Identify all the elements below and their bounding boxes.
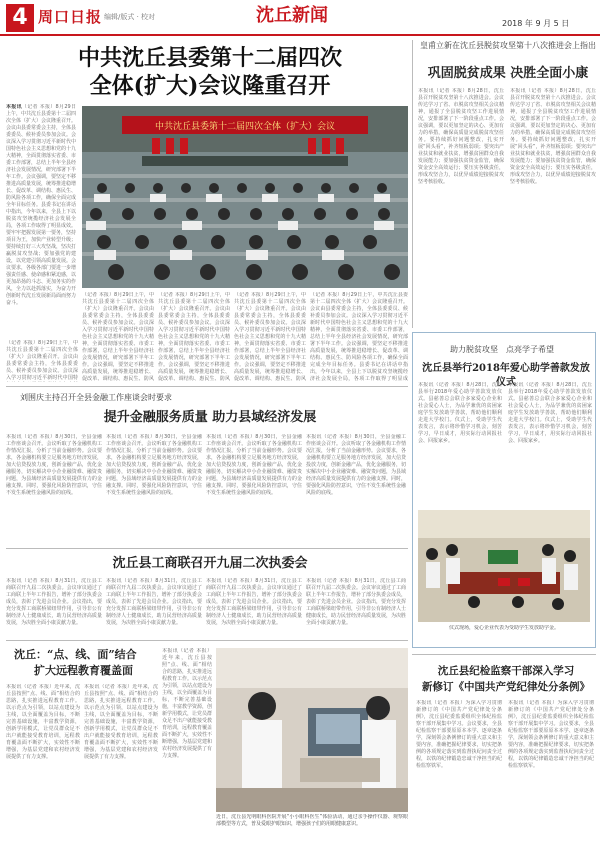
issue-date: 2018 年 9 月 5 日 xyxy=(502,19,570,28)
paper-name: 周口日报 xyxy=(38,8,103,26)
finance-body-col-4: 本报讯（记者 本报）8月30日，全县金融工作座谈会召开。会议听取了各金融机构工作情况汇报，分析了当前金融形势。会议要求，各金融机构要立足服务地方经济发展，加大信贷投放力度，创新金融产品，优化金融服务，切实解决中小企业融资难、融资贵问题，为县域经济高质量发展提供有力的金融支撑。同时，要强化风险防控意识，守住不发生系统性金融风险的底线。 xyxy=(306,434,406,496)
finance-body-col-3: 本报讯（记者 本报）8月30日，全县金融工作座谈会召开。会议听取了各金融机构工作情况汇报，分析了当前金融形势。会议要求，各金融机构要立足服务地方经济发展，加大信贷投放力度，创新金融产品，优化金融服务，切实解决中小企业融资难、融资贵问题，为县域经济高质量发展提供有力的金融支撑。同时，要强化风险防控意识，守住不发生系统性金融风险的底线。 xyxy=(206,434,302,496)
section-divider xyxy=(6,640,408,641)
main-headline-line-1: 中共沈丘县委第十二届四次 xyxy=(77,45,342,71)
student-aid-kicker: 助力脱贫攻坚 点亮学子希望 xyxy=(450,345,554,354)
photo-banner-text: 中共沈丘县委第十二届四次全体（扩大）会议 xyxy=(154,122,336,132)
finance-headline: 提升金融服务质量 助力县域经济发展 xyxy=(103,410,317,425)
section-divider xyxy=(6,548,408,549)
eye-clinic-caption: 近日，沈丘县光明眼科医院开展“小小眼科医生”体验活动，通过亲手操作仪器、观察眼部模型等方式，普及爱眼护眼知识，增强孩子们的用眼健康意识。 xyxy=(216,814,408,827)
byline: 本报讯 xyxy=(6,104,22,110)
main-story-body-col-1b: （记者 本报）8月29日上午，中共沈丘县委第十二届四次全体（扩大）会议隆重召开。会议由县委常委会主持，全体县委委员、候补委员参加会议。会议深入学习贯彻习近平新时代中国特 xyxy=(6,340,78,381)
student-aid-body-col-1: 本报讯（记者 本报）8月28日，沈丘县举行2018年爱心助学善款发放仪式。县慈善总会联合多家爱心企业和社会爱心人士，为品学兼优的贫困家庭学生发放助学善款，帮助他们顺利走进大学校门。仪式上，受助学生代表发言，表示将珍惜学习机会，刻苦学习，早日成才，用实际行动回报社会、回报家乡。 xyxy=(418,382,502,444)
discipline-body-col-2: 本报讯（记者 本报）为深入学习贯彻新修订的《中国共产党纪律处分条例》，沈丘县纪委监委组织全体纪检监察干部开展集中学习。会议要求，全县纪检监察干部要原原本本学、逐章逐条学，深刻领会条例修订的重大意义和主要内容，准确把握纪律要求，切实把条例的各项规定落实到监督执纪问责全过程，以铁的纪律锻造忠诚干净担当的纪检监察铁军。 xyxy=(508,700,594,769)
page-header xyxy=(0,0,600,34)
student-aid-photo xyxy=(418,510,590,622)
main-headline-line-2: 全体(扩大)会议隆重召开 xyxy=(89,73,331,99)
discipline-headline-line-1: 沈丘县纪检监察干部深入学习 xyxy=(437,665,575,677)
student-aid-photo-image xyxy=(418,510,590,622)
page-number: 4 xyxy=(6,4,34,32)
finance-kicker: 刘围庆主持召开全县金融工作座谈会时要求 xyxy=(20,393,172,402)
student-aid-headline: 沈丘县举行2018年爱心助学善款发放仪式 xyxy=(422,363,590,388)
header-rule xyxy=(0,34,600,36)
education-headline-line-1: 沈丘：“点、线、面”结合 xyxy=(14,648,137,661)
editor-info: 编辑/版式 · 校对 xyxy=(104,13,156,21)
section-divider xyxy=(6,386,408,387)
federation-body-col-3: 本报讯（记者 本报）8月31日，沈丘县工商联召开九届二次执委会。会议审议通过了工商联上半年工作报告，增补了部分执委会成员，表彰了先进会员企业。会议指出，要充分发挥工商联桥梁纽带作用，引导非公有制经济人士健康成长，助力民营经济高质量发展，为决胜全面小康贡献力量。 xyxy=(206,578,302,626)
education-body-col-3: 本报讯（记者 本报）近年来，沈丘县按照“点、线、面”相结合的思路，扎实推进远程教育工作。以示范点为引领，以站点建设为主线，以全面覆盖为目标，不断完善基础设施，丰富教学资源，创新学用模式，让党员群众足不出户就能接受教育培训，远程教育覆盖面不断扩大，实效性不断增强，为基层党建和农村经济发展提供了有力支撑。 xyxy=(162,648,212,759)
finance-body-col-1: 本报讯（记者 本报）8月30日，全县金融工作座谈会召开。会议听取了各金融机构工作情况汇报，分析了当前金融形势。会议要求，各金融机构要立足服务地方经济发展，加大信贷投放力度，创新金融产品，优化金融服务，切实解决中小企业融资难、融资贵问题，为县域经济高质量发展提供有力的金融支撑。同时，要强化风险防控意识，守住不发生系统性金融风险的底线。 xyxy=(6,434,102,496)
student-aid-caption: 仪式现场，爱心企业代表为受助学生发放助学金。 xyxy=(448,625,559,631)
eye-clinic-photo xyxy=(216,648,408,812)
column-divider xyxy=(412,40,413,328)
education-body-col-1: 本报讯（记者 本报）近年来，沈丘县按照“点、线、面”相结合的思路，扎实推进远程教育工作。以示范点为引领，以站点建设为主线，以全面覆盖为目标，不断完善基础设施，丰富教学资源，创新学用模式，让党员群众足不出户就能接受教育培训，远程教育覆盖面不断扩大，实效性不断增强，为基层党建和农村经济发展提供了有力支撑。 xyxy=(6,684,80,760)
federation-body-col-4: 本报讯（记者 本报）8月31日，沈丘县工商联召开九届二次执委会。会议审议通过了工商联上半年工作报告，增补了部分执委会成员，表彰了先进会员企业。会议指出，要充分发挥工商联桥梁纽带作用，引导非公有制经济人士健康成长，助力民营经济高质量发展，为决胜全面小康贡献力量。 xyxy=(306,578,406,626)
poverty-body-col-2: 本报讯（记者 本报）8月28日，沈丘县召开脱贫攻坚第十八次推进会。会议传达学习了省、市脱贫攻坚相关会议精神，通报了全县脱贫攻坚工作进展情况，安排部署了下一阶段重点工作。会议强调，要以更加坚定的决心、更加有力的举措，确保高质量完成脱贫攻坚任务。要持续抓好问题整改，扎实开展“回头看”，补齐短板弱项；要突出产业扶贫和就业扶贫，增强贫困群众自我发展能力；要加强扶贫资金监管，确保资金安全高效运行；要压实各级责任，形成攻坚合力，以优异成绩迎接脱贫攻坚考核验收。 xyxy=(510,88,596,185)
main-story-body-col-5: （记者 本报）8月29日上午，中共沈丘县委第十二届四次全体（扩大）会议隆重召开。会议由县委常委会主持，全体县委委员、候补委员参加会议。会议深入学习贯彻习近平新时代中国特色社会主义思想和党的十九大精神，全面贯彻落实省委、市委工作部署，总结上半年全县经济社会发展情况，研究部署下半年工作。会议强调，要坚定不移推进高质量发展，统筹推进稳增长、促改革、调结构、惠民生、防风险各项工作，确保全面完成全年目标任务。县委书记在讲话中指出，今年以来，全县上下以脱贫攻坚统揽经济社会发展全局，各项工作取得了明显成 xyxy=(310,292,408,382)
main-story-body-col-2: （记者 本报）8月29日上午，中共沈丘县委第十二届四次全体（扩大）会议隆重召开。会议由县委常委会主持，全体县委委员、候补委员参加会议。会议深入学习贯彻习近平新时代中国特色社会主义思想和党的十九大精神，全面贯彻落实省委、市委工作部署，总结上半年全县经济社会发展情况，研究部署下半年工作。会议强调，要坚定不移推进高质量发展，统筹推进稳增长、促改革、调结构、惠民生、防风 xyxy=(82,292,154,382)
education-headline-line-2: 扩大远程教育覆盖面 xyxy=(34,664,133,677)
finance-body-col-2: 本报讯（记者 本报）8月30日，全县金融工作座谈会召开。会议听取了各金融机构工作情况汇报，分析了当前金融形势。会议要求，各金融机构要立足服务地方经济发展，加大信贷投放力度，创新金融产品，优化金融服务，切实解决中小企业融资难、融资贵问题，为县域经济高质量发展提供有力的金融支撑。同时，要强化风险防控意识，守住不发生系统性金融风险的底线。 xyxy=(106,434,202,496)
meeting-photo-image xyxy=(82,106,408,288)
education-body-col-2: 本报讯（记者 本报）近年来，沈丘县按照“点、线、面”相结合的思路，扎实推进远程教育工作。以示范点为引领，以站点建设为主线，以全面覆盖为目标，不断完善基础设施，丰富教学资源，创新学用模式，让党员群众足不出户就能接受教育培训，远程教育覆盖面不断扩大，实效性不断增强，为基层党建和农村经济发展提供了有力支撑。 xyxy=(84,684,158,760)
discipline-headline-line-2: 新修订《中国共产党纪律处分条例》 xyxy=(422,681,590,693)
section-title: 沈丘新闻 xyxy=(256,5,328,26)
eye-clinic-photo-image xyxy=(216,648,408,812)
poverty-headline: 巩固脱贫成果 决胜全面小康 xyxy=(427,66,589,81)
discipline-body-col-1: 本报讯（记者 本报）为深入学习贯彻新修订的《中国共产党纪律处分条例》，沈丘县纪委监委组织全体纪检监察干部开展集中学习。会议要求，全县纪检监察干部要原原本本学、逐章逐条学，深刻领会条例修订的重大意义和主要内容，准确把握纪律要求，切实把条例的各项规定落实到监督执纪问责全过程，以铁的纪律锻造忠诚干净担当的纪检监察铁军。 xyxy=(416,700,502,769)
poverty-kicker: 皇甫立新在沈丘县脱贫攻坚第十八次推进会上指出 xyxy=(420,41,596,50)
section-divider xyxy=(412,654,596,655)
federation-headline: 沈丘县工商联召开九届二次执委会 xyxy=(112,556,308,571)
federation-body-col-1: 本报讯（记者 本报）8月31日，沈丘县工商联召开九届二次执委会。会议审议通过了工商联上半年工作报告，增补了部分执委会成员，表彰了先进会员企业。会议指出，要充分发挥工商联桥梁纽带作用，引导非公有制经济人士健康成长，助力民营经济高质量发展，为决胜全面小康贡献力量。 xyxy=(6,578,102,626)
main-story-body-col-4: （记者 本报）8月29日上午，中共沈丘县委第十二届四次全体（扩大）会议隆重召开。会议由县委常委会主持，全体县委委员、候补委员参加会议。会议深入学习贯彻习近平新时代中国特色社会主义思想和党的十九大精神，全面贯彻落实省委、市委工作部署，总结上半年全县经济社会发展情况，研究部署下半年工作。会议强调，要坚定不移推进高质量发展，统筹推进稳增长、促改革、调结构、惠民生、防风 xyxy=(234,292,306,382)
main-story-body-col-1: 本报讯（记者 本报）8月29日上午，中共沈丘县委第十二届四次全体（扩大）会议隆重召开。会议由县委常委会主持，全体县委委员、候补委员参加会议。会议深入学习贯彻习近平新时代中国特色社会主义思想和党的十九大精神，全面贯彻落实省委、市委工作部署，总结上半年全县经济社会发展情况，研究部署下半年工作。会议强调，要坚定不移推进高质量发展，统筹推进稳增长、促改革、调结构、惠民生、防风险各项工作，确保全面完成全年目标任务。县委书记在讲话中指出，今年以来，全县上下以脱贫攻坚统揽经济社会发展全局，各项工作取得了明显成效。要牢牢把握发展第一要务，坚持项目为王，加快产业转型升级；要持续打好三大攻坚战，坚决打赢脱贫攻坚战；要加强党的建设，以党建引领高质量发展。会议要求，各级各部门要进一步增强责任感、使命感和紧迫感，以更加昂扬的斗志、更加务实的作风，全力以赴抓落实，为奋力开创新时代沈丘发展新局面而努力奋斗。 xyxy=(6,104,76,306)
poverty-body-col-1: 本报讯（记者 本报）8月28日，沈丘县召开脱贫攻坚第十八次推进会。会议传达学习了省、市脱贫攻坚相关会议精神，通报了全县脱贫攻坚工作进展情况，安排部署了下一阶段重点工作。会议强调，要以更加坚定的决心、更加有力的举措，确保高质量完成脱贫攻坚任务。要持续抓好问题整改，扎实开展“回头看”，补齐短板弱项；要突出产业扶贫和就业扶贫，增强贫困群众自我发展能力；要加强扶贫资金监管，确保资金安全高效运行；要压实各级责任，形成攻坚合力，以优异成绩迎接脱贫攻坚考核验收。 xyxy=(418,88,504,185)
student-aid-body-col-2: 本报讯（记者 本报）8月28日，沈丘县举行2018年爱心助学善款发放仪式。县慈善总会联合多家爱心企业和社会爱心人士，为品学兼优的贫困家庭学生发放助学善款，帮助他们顺利走进大学校门。仪式上，受助学生代表发言，表示将珍惜学习机会，刻苦学习，早日成才，用实际行动回报社会、回报家乡。 xyxy=(508,382,592,444)
main-story-body-col-3: （记者 本报）8月29日上午，中共沈丘县委第十二届四次全体（扩大）会议隆重召开。会议由县委常委会主持，全体县委委员、候补委员参加会议。会议深入学习贯彻习近平新时代中国特色社会主义思想和党的十九大精神，全面贯彻落实省委、市委工作部署，总结上半年全县经济社会发展情况，研究部署下半年工作。会议强调，要坚定不移推进高质量发展，统筹推进稳增长、促改革、调结构、惠民生、防风 xyxy=(158,292,230,382)
meeting-photo xyxy=(82,106,408,288)
federation-body-col-2: 本报讯（记者 本报）8月31日，沈丘县工商联召开九届二次执委会。会议审议通过了工商联上半年工作报告，增补了部分执委会成员，表彰了先进会员企业。会议指出，要充分发挥工商联桥梁纽带作用，引导非公有制经济人士健康成长，助力民营经济高质量发展，为决胜全面小康贡献力量。 xyxy=(106,578,202,626)
